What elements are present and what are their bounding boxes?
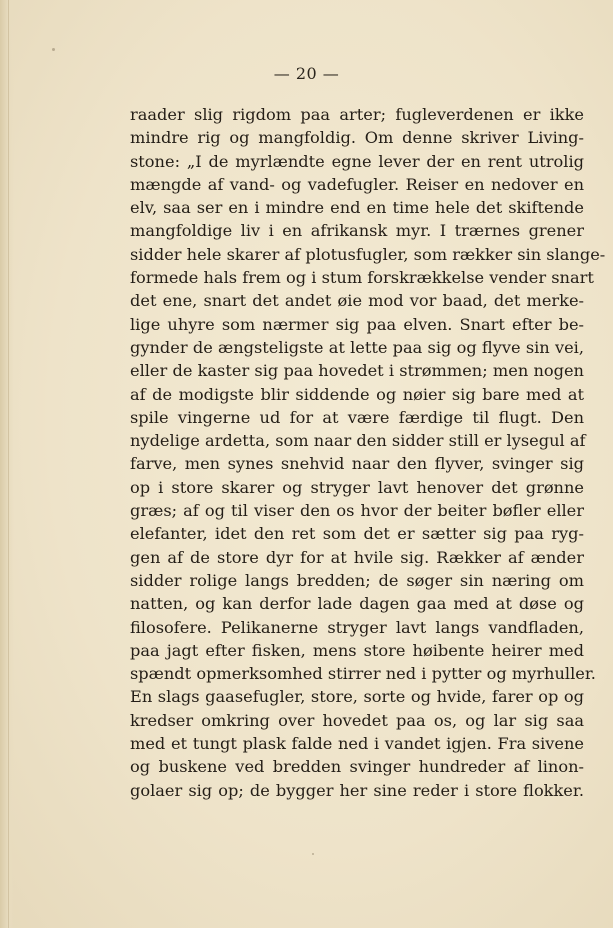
text-line: op i store skarer og stryger lavt henover det grønne	[130, 477, 584, 497]
text-line: raader slig rigdom paa arter; fugleverdenen er ikke	[130, 105, 584, 124]
text-line: det ene, snart det andet øie mod vor baad, det merke-	[130, 291, 584, 311]
text-line: af de modigste blir siddende og nøier sig bare med at	[130, 384, 584, 404]
spine-shadow	[0, 0, 14, 928]
text-line: mangfoldige liv i en afrikansk myr. I trærnes grener	[130, 221, 584, 241]
text-line: formede hals frem og i stum forskrækkelse vender snart	[130, 268, 594, 288]
text-line: sidder hele skarer af plotusfugler, som rækker sin slange-	[130, 244, 606, 264]
text-line: lige uhyre som nærmer sig paa elven. Snart efter be-	[130, 314, 584, 334]
spine-line	[8, 0, 9, 928]
text-line: mindre rig og mangfoldig. Om denne skriver Living-	[130, 128, 584, 148]
text-line: paa jagt efter fisken, mens store høibente heirer med	[130, 640, 584, 660]
paper-speck	[312, 853, 314, 855]
text-line: farve, men synes snehvid naar den flyver, svinger sig	[130, 454, 584, 474]
text-line: gynder de ængsteligste at lette paa sig og flyve sin vei,	[130, 337, 584, 357]
text-line: filosofere. Pelikanerne stryger lavt langs vandfladen,	[130, 617, 584, 637]
text-line: med et tungt plask falde ned i vandet igjen. Fra sivene	[130, 734, 584, 754]
text-line: spile vingerne ud for at være færdige til flugt. Den	[130, 407, 584, 427]
text-line: og buskene ved bredden svinger hundreder af linon-	[130, 757, 584, 777]
text-line: spændt opmerksomhed stirrer ned i pytter og myrhuller.	[130, 664, 596, 684]
page-number: — 20 —	[273, 64, 340, 83]
text-line: nydelige ardetta, som naar den sidder still er lysegul af	[130, 431, 586, 451]
text-line: mængde af vand- og vadefugler. Reiser en nedover en	[130, 174, 584, 194]
text-line: elv, saa ser en i mindre end en time hele det skiftende	[130, 198, 584, 218]
text-line: græs; af og til viser den os hvor der beiter bøfler eller	[130, 501, 584, 521]
text-line: kredser omkring over hovedet paa os, og lar sig saa	[130, 710, 584, 730]
text-line: gen af de store dyr for at hvile sig. Rækker af ænder	[130, 547, 584, 567]
text-line: stone: „I de myrlændte egne lever der en rent utrolig	[130, 151, 584, 171]
text-line: sidder rolige langs bredden; de søger sin næring om	[130, 570, 584, 590]
text-line: En slags gaasefugler, store, sorte og hvide, farer op og	[130, 687, 584, 707]
text-line: eller de kaster sig paa hovedet i strømmen; men nogen	[130, 361, 584, 381]
text-line: elefanter, idet den ret som det er sætter sig paa ryg-	[130, 524, 584, 544]
paper-speck	[52, 48, 55, 51]
text-line: natten, og kan derfor lade dagen gaa med at døse og	[130, 594, 584, 614]
body-text	[130, 103, 606, 802]
text-line: golaer sig op; de bygger her sine reder i store flokker.	[130, 780, 584, 800]
